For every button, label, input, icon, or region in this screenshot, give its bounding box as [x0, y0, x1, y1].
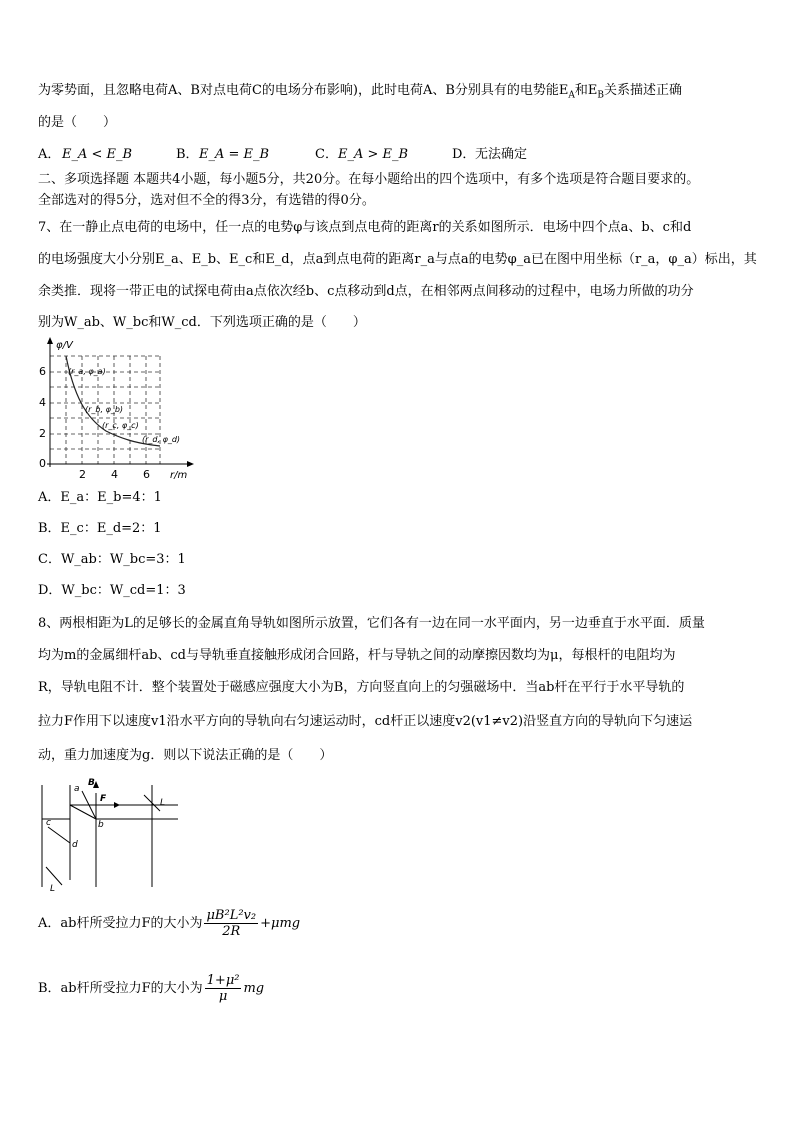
diagram-l-arrow-bottom [46, 867, 62, 885]
q6-option-a-text: E_A < E_B [62, 147, 133, 162]
graph-xtick-6: 6 [143, 468, 150, 481]
diagram-label-b-field: B [88, 778, 95, 788]
q7-line1: 7、在一静止点电荷的电场中，任一点的电势φ与该点到点电荷的距离r的关系如图所示．电场中四个点a、b、c和d [38, 220, 692, 235]
q6-option-d-text: 无法确定 [475, 147, 528, 162]
graph-ylabel: φ/V [56, 340, 73, 351]
graph-x-arrow [187, 461, 194, 467]
diagram-rails [42, 785, 178, 887]
q8-line1: 8、两根相距为L的足够长的金属直角导轨如图所示放置，它们各有一边在同一水平面内，另一边垂直于水平面．质量 [38, 616, 705, 631]
q6-text-line1: 为零势面，且忽略电荷A、B对点电荷C的电场分布影响)，此时电荷A、B分别具有的电势能$E_A$和$E_B$关系描述正确 [38, 83, 683, 101]
graph-ytick-4: 4 [39, 396, 46, 409]
q6-option-d: D． [452, 147, 476, 162]
q8-option-b: B．ab杆所受拉力F的大小为 $\frac{\text{1+μ²}}{\mu}$ mg [38, 973, 265, 1004]
graph-ytick-2: 2 [39, 427, 46, 440]
diagram-force-arrow [114, 802, 120, 808]
q6-option-a: A． [38, 147, 61, 162]
diagram-label-c: c [46, 818, 51, 828]
q8-line5: 动，重力加速度为g．则以下说法正确的是（ ） [38, 748, 333, 763]
diagram-label-l-bottom: L [50, 884, 56, 893]
diagram-label-a: a [74, 784, 80, 794]
graph-point-b: (r_b, φ_b) [85, 405, 124, 414]
q8-option-a: A．ab杆所受拉力F的大小为 $\frac{\text{μB²L²v₂}}{2R}$ +μmg [38, 908, 301, 939]
diagram-label-f: F [100, 794, 107, 804]
q6-option-c: C． [315, 147, 338, 162]
q6-option-b-text: E_A = E_B [199, 147, 270, 162]
diagram-label-b: b [98, 820, 104, 830]
q7-option-d: D．W_bc：W_cd=1：3 [38, 583, 186, 598]
q7-line4: 别为W_ab、W_bc和W_cd．下列选项正确的是（ ） [38, 315, 366, 330]
q8-rail-diagram [32, 775, 182, 893]
graph-y-arrow [47, 337, 53, 344]
q7-potential-graph [30, 336, 200, 482]
diagram-label-l-top: L [160, 798, 166, 808]
diagram-label-d: d [72, 840, 78, 850]
q7-line2: 的电场强度大小分别E_a、E_b、E_c和E_d，点a到点电荷的距离r_a与点a的电势φ_a已在图中用坐标（r_a，φ_a）标出，其 [38, 252, 757, 267]
graph-point-c: (r_c, φ_c) [102, 421, 139, 430]
graph-point-d: (r_d, φ_d) [142, 435, 181, 444]
q7-option-c: C．W_ab：W_bc=3：1 [38, 552, 186, 567]
q8-option-b-fraction: $\frac{\text{1+μ²}}{\mu}$ [206, 973, 240, 1004]
q8-line2: 均为m的金属细杆ab、cd与导轨垂直接触形成闭合回路，杆与导轨之间的动摩擦因数均为μ，每根杆的电阻均为 [38, 648, 676, 663]
q8-line4: 拉力F作用下以速度v1沿水平方向的导轨向右匀速运动时，cd杆正以速度v2(v1≠v2)沿竖直方向的导轨向下匀速运 [38, 714, 693, 729]
graph-ytick-6: 6 [39, 365, 46, 378]
graph-xtick-4: 4 [111, 468, 118, 481]
graph-point-a: (r_a, φ_a) [68, 367, 106, 376]
graph-xtick-2: 2 [79, 468, 86, 481]
q8-option-a-fraction: $\frac{\text{μB²L²v₂}}{2R}$ [206, 908, 257, 939]
q7-option-a: A．E_a：E_b=4：1 [38, 490, 162, 505]
q6-text-line2: 的是（ ） [38, 115, 117, 130]
q6-option-c-text: E_A > E_B [338, 147, 409, 162]
graph-ytick-0: 0 [39, 457, 46, 470]
q6-option-b: B． [176, 147, 199, 162]
section2-line2: 全部选对的得5分，选对但不全的得3分，有选错的得0分。 [38, 193, 375, 208]
section2-line1: 二、多项选择题 本题共4小题，每小题5分，共20分。在每小题给出的四个选项中，有多个选项是符合题目要求的。 [38, 172, 700, 187]
q8-line3: R，导轨电阻不计．整个装置处于磁感应强度大小为B，方向竖直向上的匀强磁场中．当ab杆在平行于水平导轨的 [38, 680, 685, 695]
graph-xlabel: r/m [170, 470, 188, 481]
q7-line3: 余类推．现将一带正电的试探电荷由a点依次经b、c点移动到d点，在相邻两点间移动的过程中，电场力所做的功分 [38, 284, 694, 299]
q7-option-b: B．E_c：E_d=2：1 [38, 521, 162, 536]
